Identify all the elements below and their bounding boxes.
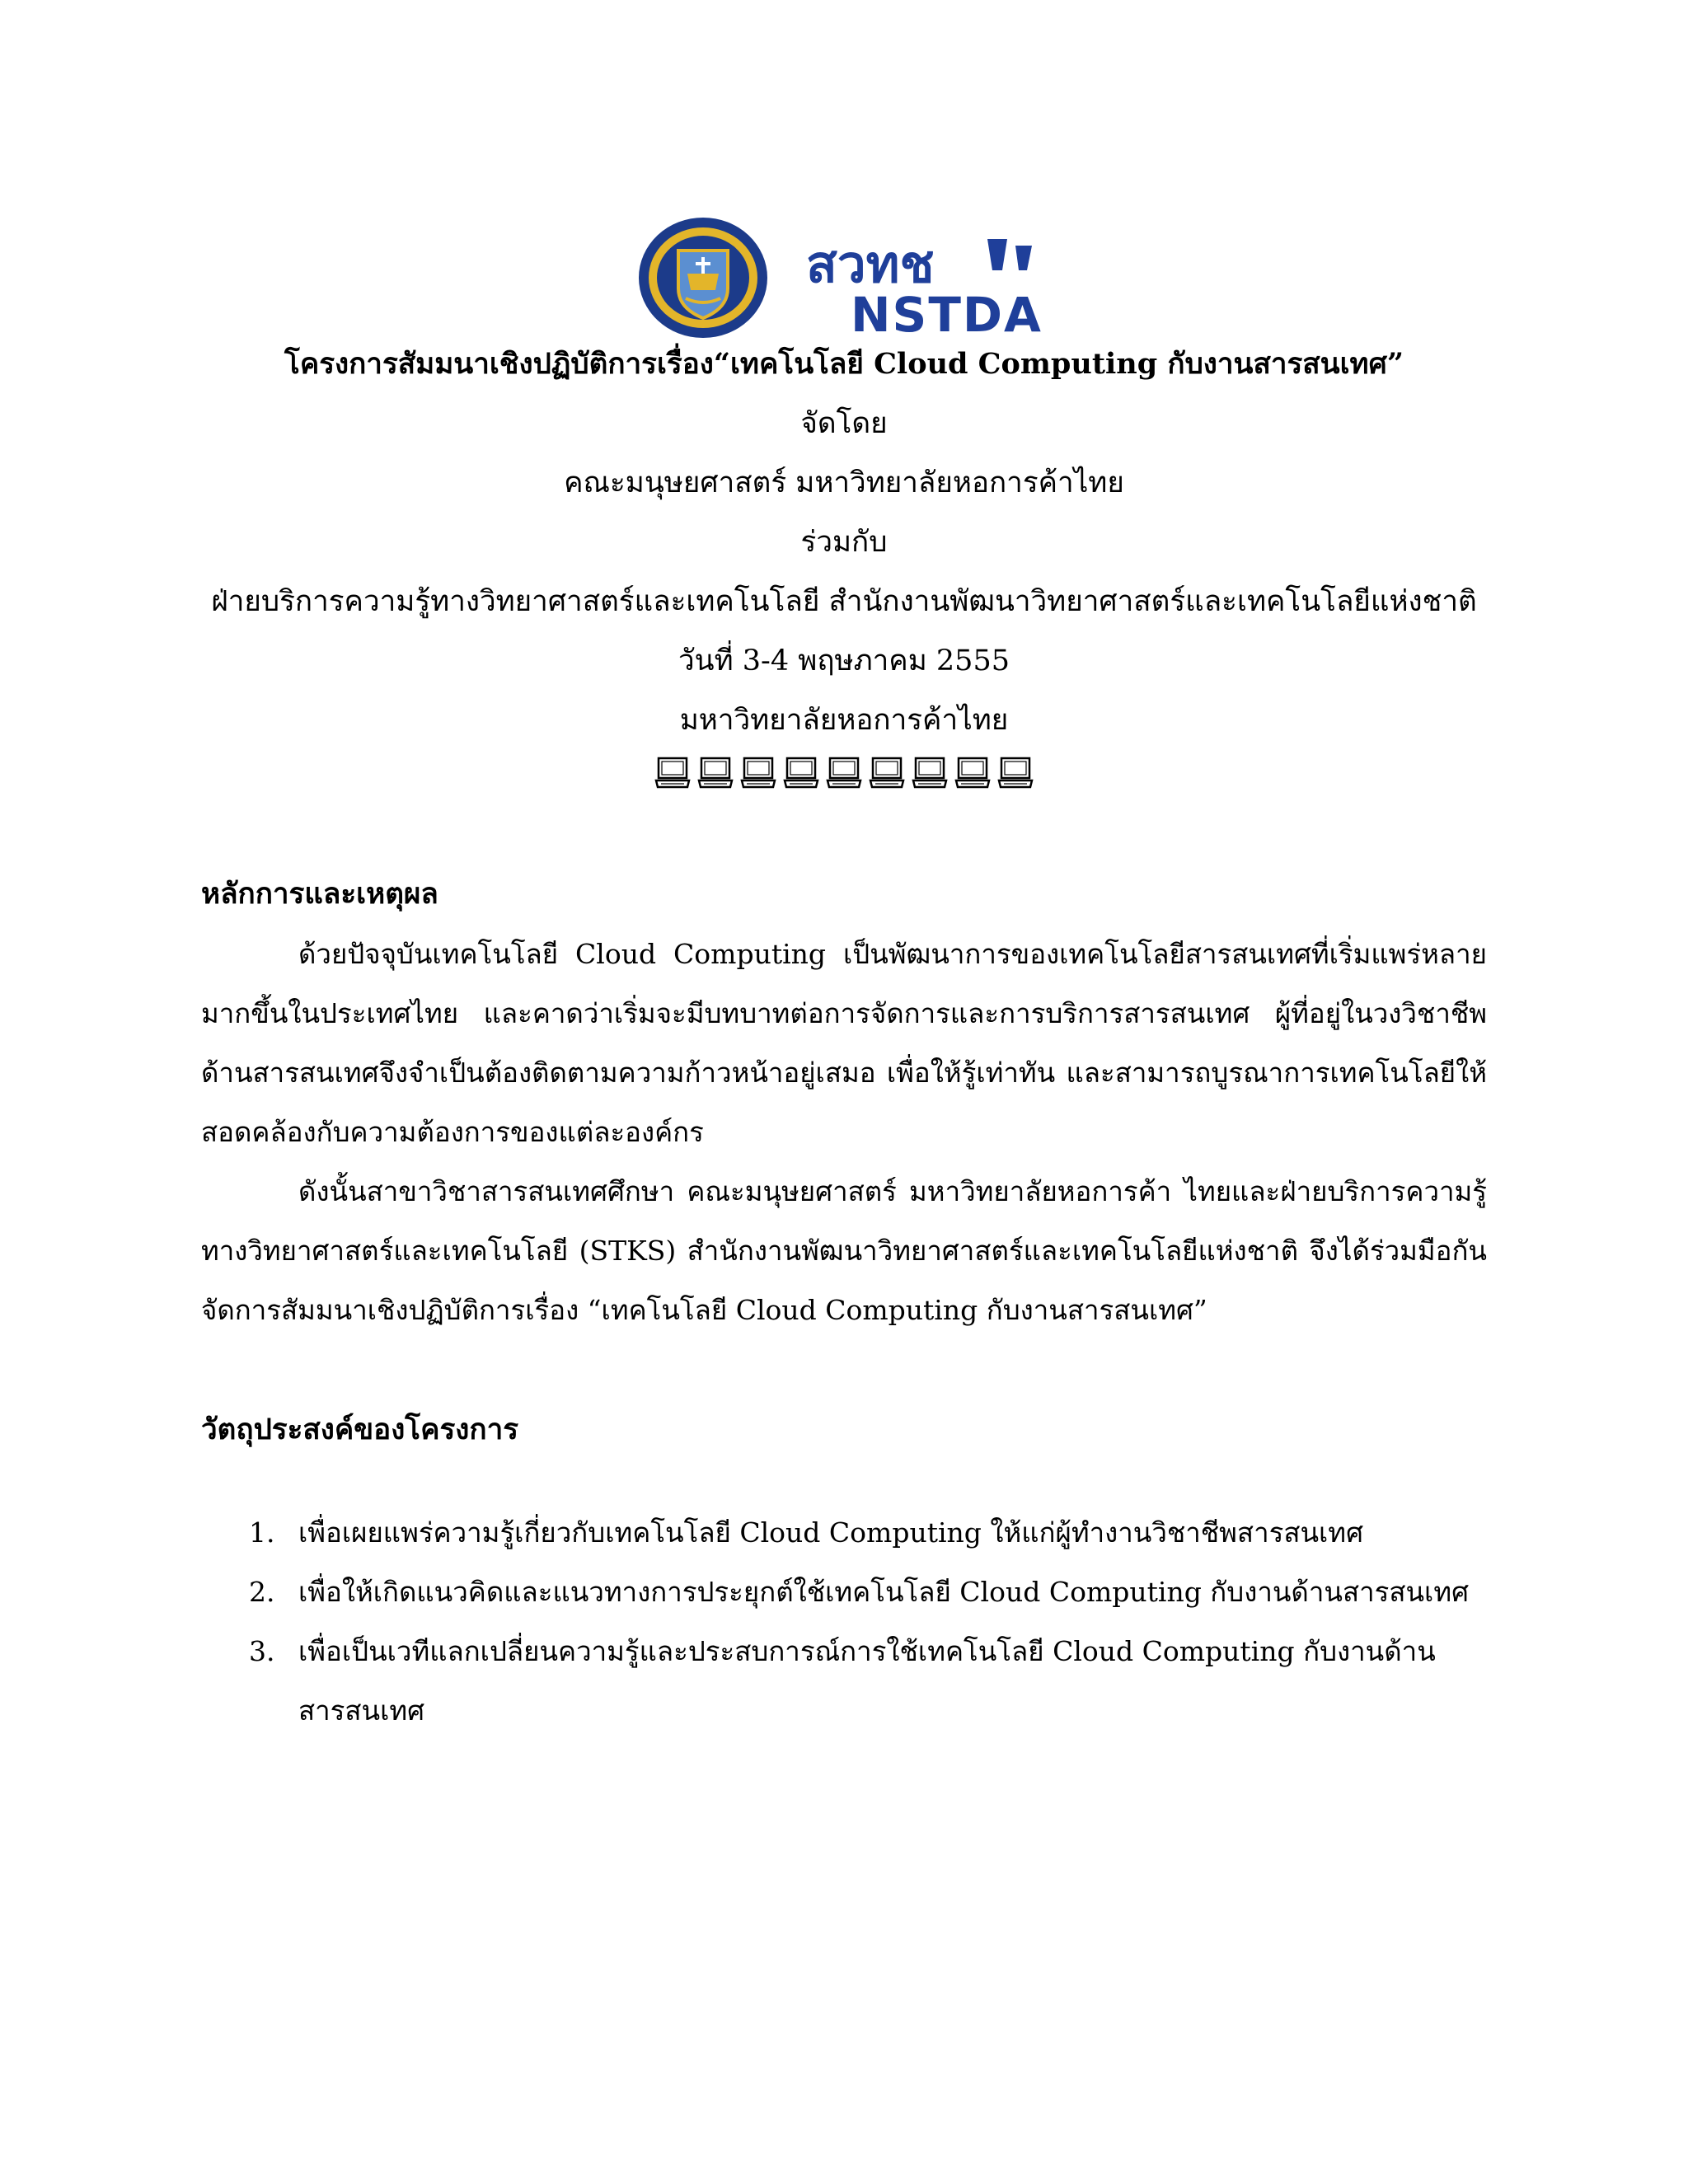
rationale-paragraph: ดังนั้นสาขาวิชาสารสนเทศศึกษา คณะมนุษยศาสตร์ มหาวิทยาลัยหอการค้า ไทยและฝ่ายบริการความรู้ทางวิทยาศาสตร์และเทคโนโลยี (STKS) สำนักงานพัฒนาวิทยาศาสตร์และเทคโนโลยีแห่งชาติ จึงได้ร่วมมือกันจัดการสัมมนาเชิงปฏิบัติการเรื่อง “เทคโนโลยี Cloud Computing กับงานสารสนเทศ” [201, 1175, 1487, 1326]
rationale-heading: หลักการและเหตุผล [201, 877, 438, 911]
page-title: โครงการสัมมนาเชิงปฏิบัติการเรื่อง“เทคโนโลยี Cloud Computing กับงานสารสนเทศ” [284, 347, 1404, 381]
list-item-text: เพื่อเผยแพร่ความรู้เกี่ยวกับเทคโนโลยี Cloud Computing ให้แก่ผู้ทำงานวิชาชีพสารสนเทศ [298, 1516, 1364, 1549]
computer-icon [740, 755, 776, 791]
event-venue: มหาวิทยาลัยหอการค้าไทย [679, 704, 1009, 737]
objectives-heading: วัตถุประสงค์ของโครงการ [201, 1413, 519, 1446]
university-seal-logo [636, 216, 770, 340]
nstda-en-text: NSTDA [851, 287, 1043, 335]
computer-icon-divider [0, 755, 1688, 791]
computer-icon [869, 755, 905, 791]
list-item [201, 1622, 1487, 1741]
computer-icon [826, 755, 862, 791]
list-item-number: 1. [249, 1516, 275, 1549]
list-item-number: 2. [249, 1576, 275, 1608]
objectives-list [201, 1503, 1487, 1741]
computer-icon [954, 755, 991, 791]
list-item-text: เพื่อให้เกิดแนวคิดและแนวทางการประยุกต์ใช้เทคโนโลยี Cloud Computing กับงานด้านสารสนเทศ [298, 1576, 1470, 1608]
computer-icon [654, 755, 691, 791]
computer-icon [783, 755, 819, 791]
list-item-number: 3. [249, 1635, 275, 1667]
computer-icon [912, 755, 948, 791]
organizer-text: คณะมนุษยศาสตร์ มหาวิทยาลัยหอการค้าไทย [564, 466, 1124, 499]
event-date: วันที่ 3-4 พฤษภาคม 2555 [678, 644, 1010, 677]
organized-by-label: จัดโดย [800, 407, 888, 440]
list-item [201, 1503, 1487, 1563]
nstda-logo [799, 234, 1063, 335]
together-with-label: ร่วมกับ [800, 526, 888, 559]
computer-icon [697, 755, 734, 791]
rationale-body [201, 925, 1487, 1340]
list-item-text: เพื่อเป็นเวทีแลกเปลี่ยนความรู้และประสบการณ์การใช้เทคโนโลยี Cloud Computing กับงานด้านสารสนเทศ [298, 1635, 1436, 1727]
nstda-thai-text: สวทช [806, 234, 935, 294]
rationale-paragraph: ด้วยปัจจุบันเทคโนโลยี Cloud Computing เป็นพัฒนาการของเทคโนโลยีสารสนเทศที่เริ่มแพร่หลายมากขึ้นในประเทศไทย และคาดว่าเริ่มจะมีบทบาทต่อการจัดการและการบริการสารสนเทศ ผู้ที่อยู่ในวงวิชาชีพด้านสารสนเทศจึงจำเป็นต้องติดตามความก้าวหน้าอยู่เสมอ เพื่อให้รู้เท่าทัน และสามารถบูรณาการเทคโนโลยีให้สอดคล้องกับความต้องการของแต่ละองค์กร [201, 938, 1487, 1148]
partner-text: ฝ่ายบริการความรู้ทางวิทยาศาสตร์และเทคโนโลยี สำนักงานพัฒนาวิทยาศาสตร์และเทคโนโลยีแห่งชาติ [211, 585, 1477, 618]
list-item [201, 1563, 1487, 1622]
logo-row [0, 216, 1688, 340]
computer-icon [997, 755, 1034, 791]
